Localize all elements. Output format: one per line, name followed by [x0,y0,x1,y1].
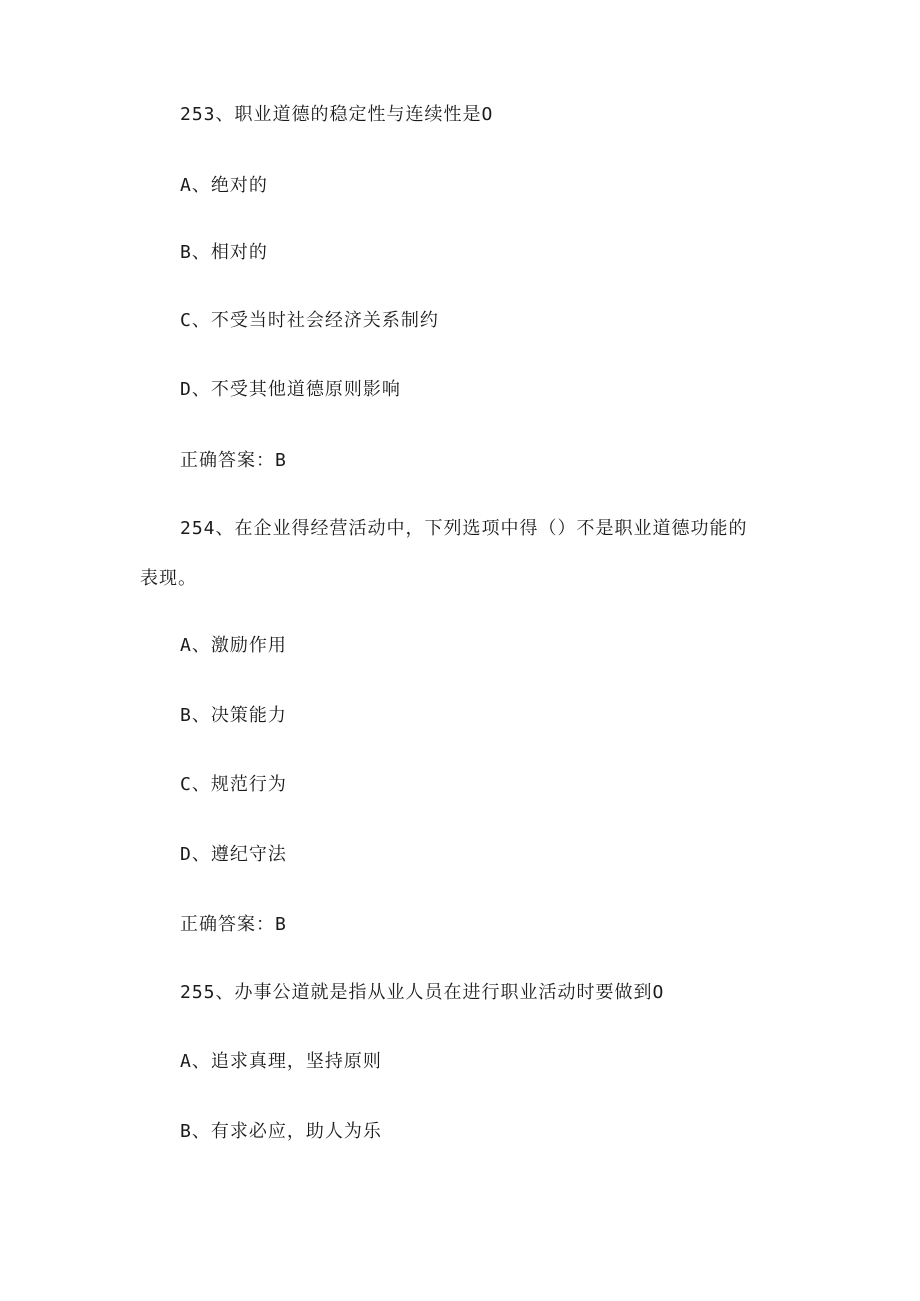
question-254-text-line2: 表现。 [140,568,197,589]
question-253-option-b: B、相对的 [180,242,268,263]
question-253-text: 253、职业道德的稳定性与连续性是O [180,104,494,125]
question-254-option-d: D、遵纪守法 [180,844,287,865]
question-255-option-b: B、有求必应，助人为乐 [180,1121,382,1142]
question-254-option-b: B、决策能力 [180,705,287,726]
question-254-option-c: C、规范行为 [180,774,287,795]
question-253-option-a: A、绝对的 [180,175,268,196]
question-253-answer: 正确答案：B [180,450,287,471]
question-255-text: 255、办事公道就是指从业人员在进行职业活动时要做到O [180,982,665,1003]
question-253-option-d: D、不受其他道德原则影响 [180,379,401,400]
question-254-text-line1: 254、在企业得经营活动中，下列选项中得（）不是职业道德功能的 [180,518,748,539]
question-255-option-a: A、追求真理，坚持原则 [180,1051,382,1072]
question-254-option-a: A、激励作用 [180,635,287,656]
question-253-option-c: C、不受当时社会经济关系制约 [180,310,439,331]
question-254-answer: 正确答案：B [180,914,287,935]
